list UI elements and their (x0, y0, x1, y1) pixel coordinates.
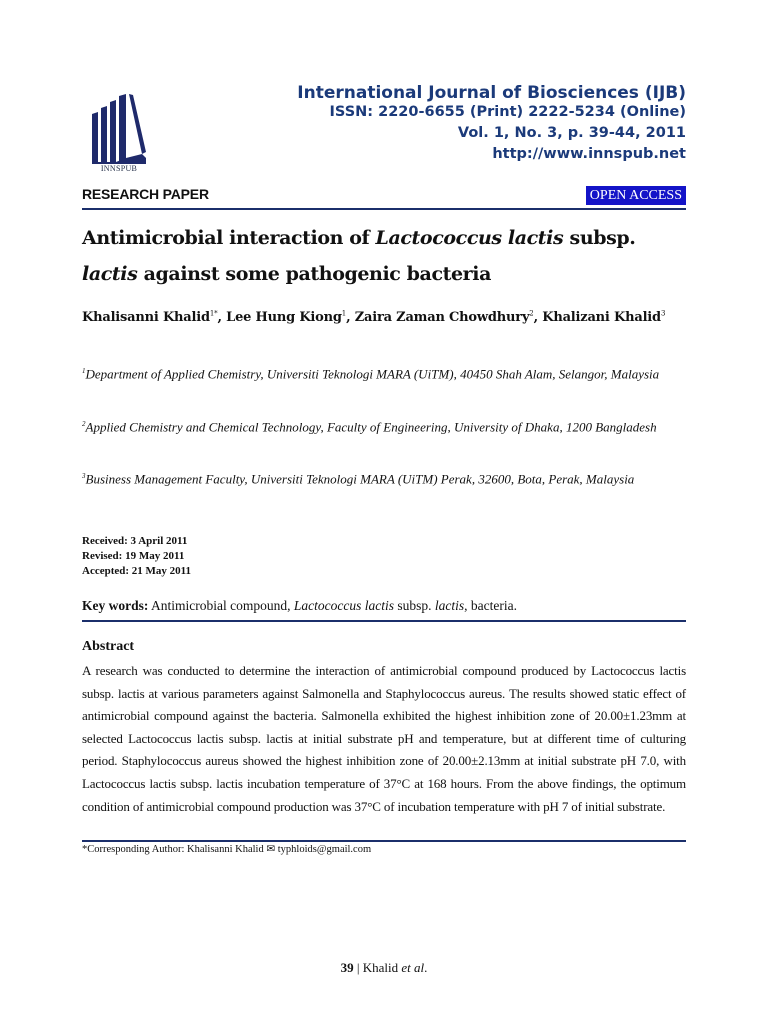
author: Lee Hung Kiong$^1$, (226, 310, 355, 326)
keywords: Key words: Antimicrobial compound, Lactococcus lactis subsp. lactis, bacteria. (82, 598, 517, 613)
author: Zaira Zaman Chowdhury$^2$, (354, 310, 543, 326)
journal-name: International Journal of Biosciences (IJB) (297, 83, 686, 103)
accepted-date: Accepted: 21 May 2011 (82, 565, 192, 577)
open-access-badge: OPEN ACCESS (586, 186, 686, 205)
keywords-divider (82, 620, 686, 622)
page-footer: 39 | Khalid et al. (340, 960, 428, 975)
page-number: 39 (340, 960, 354, 975)
author: Khalizani Khalid$^3$ (542, 310, 666, 326)
header-divider (82, 208, 686, 210)
abstract-divider (82, 840, 686, 842)
issn: ISSN: 2220-6655 (Print) 2222-5234 (Online) (329, 104, 686, 120)
article-dates (82, 534, 191, 579)
journal-url[interactable]: http://www.innspub.net (492, 146, 686, 162)
logo-text: INNSPUB (100, 164, 138, 173)
revised-date: Revised: 19 May 2011 (82, 550, 185, 562)
email-link[interactable]: typhloids@gmail.com (277, 844, 372, 855)
affiliation: $^1$Department of Applied Chemistry, Universiti Teknologi MARA (UiTM), 40450 Shah Alam, Selangor, Malaysia (82, 366, 660, 382)
innspub-logo (86, 92, 152, 174)
volume-info: Vol. 1, No. 3, p. 39-44, 2011 (457, 125, 686, 141)
affiliation: $^3$Business Management Faculty, Universiti Teknologi MARA (UiTM) Perak, 32600, Bota, Perak, Malaysia (82, 471, 635, 487)
affiliation: $^2$Applied Chemistry and Chemical Technology, Faculty of Engineering, University of Dhaka, 1200 Bangladesh (82, 419, 657, 435)
corresponding-author: *Corresponding Author: Khalisanni Khalid ✉ typhloids@gmail.com (82, 844, 372, 855)
author: Khalisanni Khalid$^{1*}$, (82, 310, 227, 326)
paper-title: Antimicrobial interaction of Lactococcus lactis subsp. lactis against some pathogenic bacteria (82, 227, 636, 285)
author-list (82, 310, 665, 325)
received-date: Received: 3 April 2011 (82, 535, 188, 547)
envelope-icon: ✉ (266, 844, 276, 855)
abstract-heading: Abstract (82, 639, 135, 654)
research-paper-label: RESEARCH PAPER (82, 186, 209, 202)
abstract-body: A research was conducted to determine the interaction of antimicrobial compound produced by Lactococcus lactis subsp. lactis at various parameters against Salmonella and Staphylococcus aureus. The results showed static effect of antimicrobial compound against the bacteria. Salmonella exhibited the highest inhibition zone of 20.00±1.23mm at selected Lactococcus lactis subsp. lactis at initial substrate pH and temperature, but at different time of culturing period. Staphylococcus aureus showed the highest inhibition zone of 20.00±2.13mm at initial substrate pH 7.0, with Lactococcus lactis subsp. lactis incubation temperature of 37°C at 168 hours. From the above findings, the optimum condition of antimicrobial compound production was 37°C of incubation temperature with pH 7 of initial substrate. (82, 663, 686, 814)
